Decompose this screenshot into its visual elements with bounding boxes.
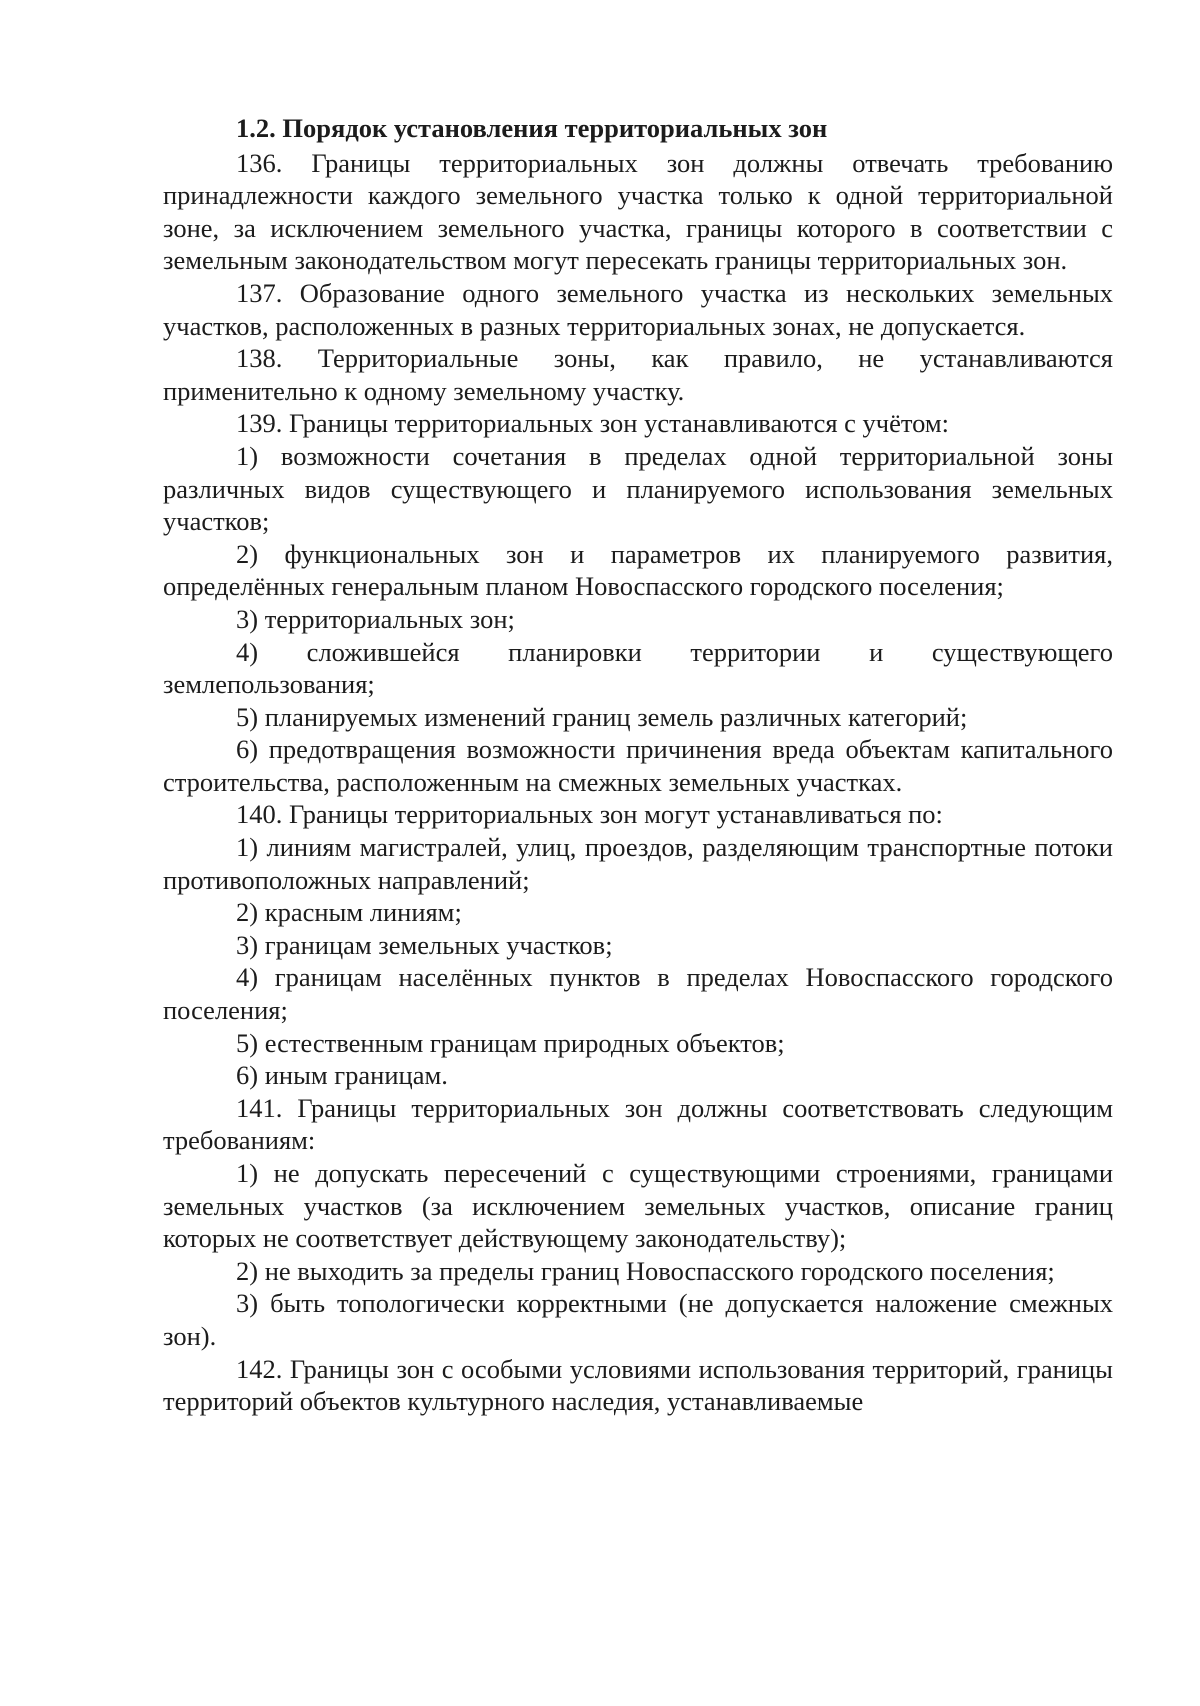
- list-item-140-2: 2) красным линиям;: [236, 897, 462, 928]
- list-item-139-6: 6) предотвращения возможности причинения вреда объектам капитального строительства, расположенным на смежных земельных участках.: [163, 734, 1113, 797]
- paragraph-140: 140. Границы территориальных зон могут устанавливаться по:: [236, 799, 943, 830]
- list-item-139-4: 4) сложившейся планировки территории и существующего землепользования;: [163, 636, 1113, 700]
- list-item-140-1: 1) линиям магистралей, улиц, проездов, разделяющим транспортные потоки противоположных направлений;: [163, 832, 1113, 895]
- list-item-141-3: 3) быть топологически корректными (не допускается наложение смежных зон).: [163, 1288, 1113, 1351]
- paragraph-136: 136. Границы территориальных зон должны отвечать требованию принадлежности каждого земельного участка только к одной территориальной зоне, за исключением земельного участка, границы которого в соответствии с земельным законодательством могут пересекать границы территориальных зон.: [163, 147, 1113, 276]
- list-item-139-5: 5) планируемых изменений границ земель различных категорий;: [236, 701, 968, 732]
- list-item-141-1: 1) не допускать пересечений с существующими строениями, границами земельных участков (за исключением земельных участков, описание границ которых не соответствует действующему законодательству);: [163, 1158, 1113, 1254]
- list-item-140-4: 4) границам населённых пунктов в пределах Новоспасского городского поселения;: [163, 962, 1113, 1026]
- list-item-141-2: 2) не выходить за пределы границ Новоспасского городского поселения;: [236, 1255, 1055, 1286]
- section-heading: 1.2. Порядок установления территориальных зон: [236, 113, 828, 143]
- document-page: [163, 112, 1113, 1418]
- list-item-140-5: 5) естественным границам природных объектов;: [236, 1027, 785, 1058]
- list-item-139-2: 2) функциональных зон и параметров их планируемого развития, определённых генеральным планом Новоспасского городского поселения;: [163, 538, 1113, 602]
- paragraph-141: 141. Границы территориальных зон должны соответствовать следующим требованиям:: [163, 1092, 1113, 1156]
- list-item-139-1: 1) возможности сочетания в пределах одной территориальной зоны различных видов существующего и планируемого использования земельных участков;: [163, 440, 1113, 537]
- paragraph-139: 139. Границы территориальных зон устанавливаются с учётом:: [236, 408, 949, 439]
- paragraph-138: 138. Территориальные зоны, как правило, не устанавливаются применительно к одному земельному участку.: [163, 343, 1113, 406]
- paragraph-142: 142. Границы зон с особыми условиями использования территорий, границы территорий объектов культурного наследия, устанавливаемые: [163, 1353, 1113, 1417]
- list-item-140-6: 6) иным границам.: [236, 1060, 448, 1091]
- list-item-140-3: 3) границам земельных участков;: [236, 929, 613, 960]
- list-item-139-3: 3) территориальных зон;: [236, 603, 515, 634]
- paragraph-137: 137. Образование одного земельного участка из нескольких земельных участков, расположенных в разных территориальных зонах, не допускается.: [163, 277, 1113, 341]
